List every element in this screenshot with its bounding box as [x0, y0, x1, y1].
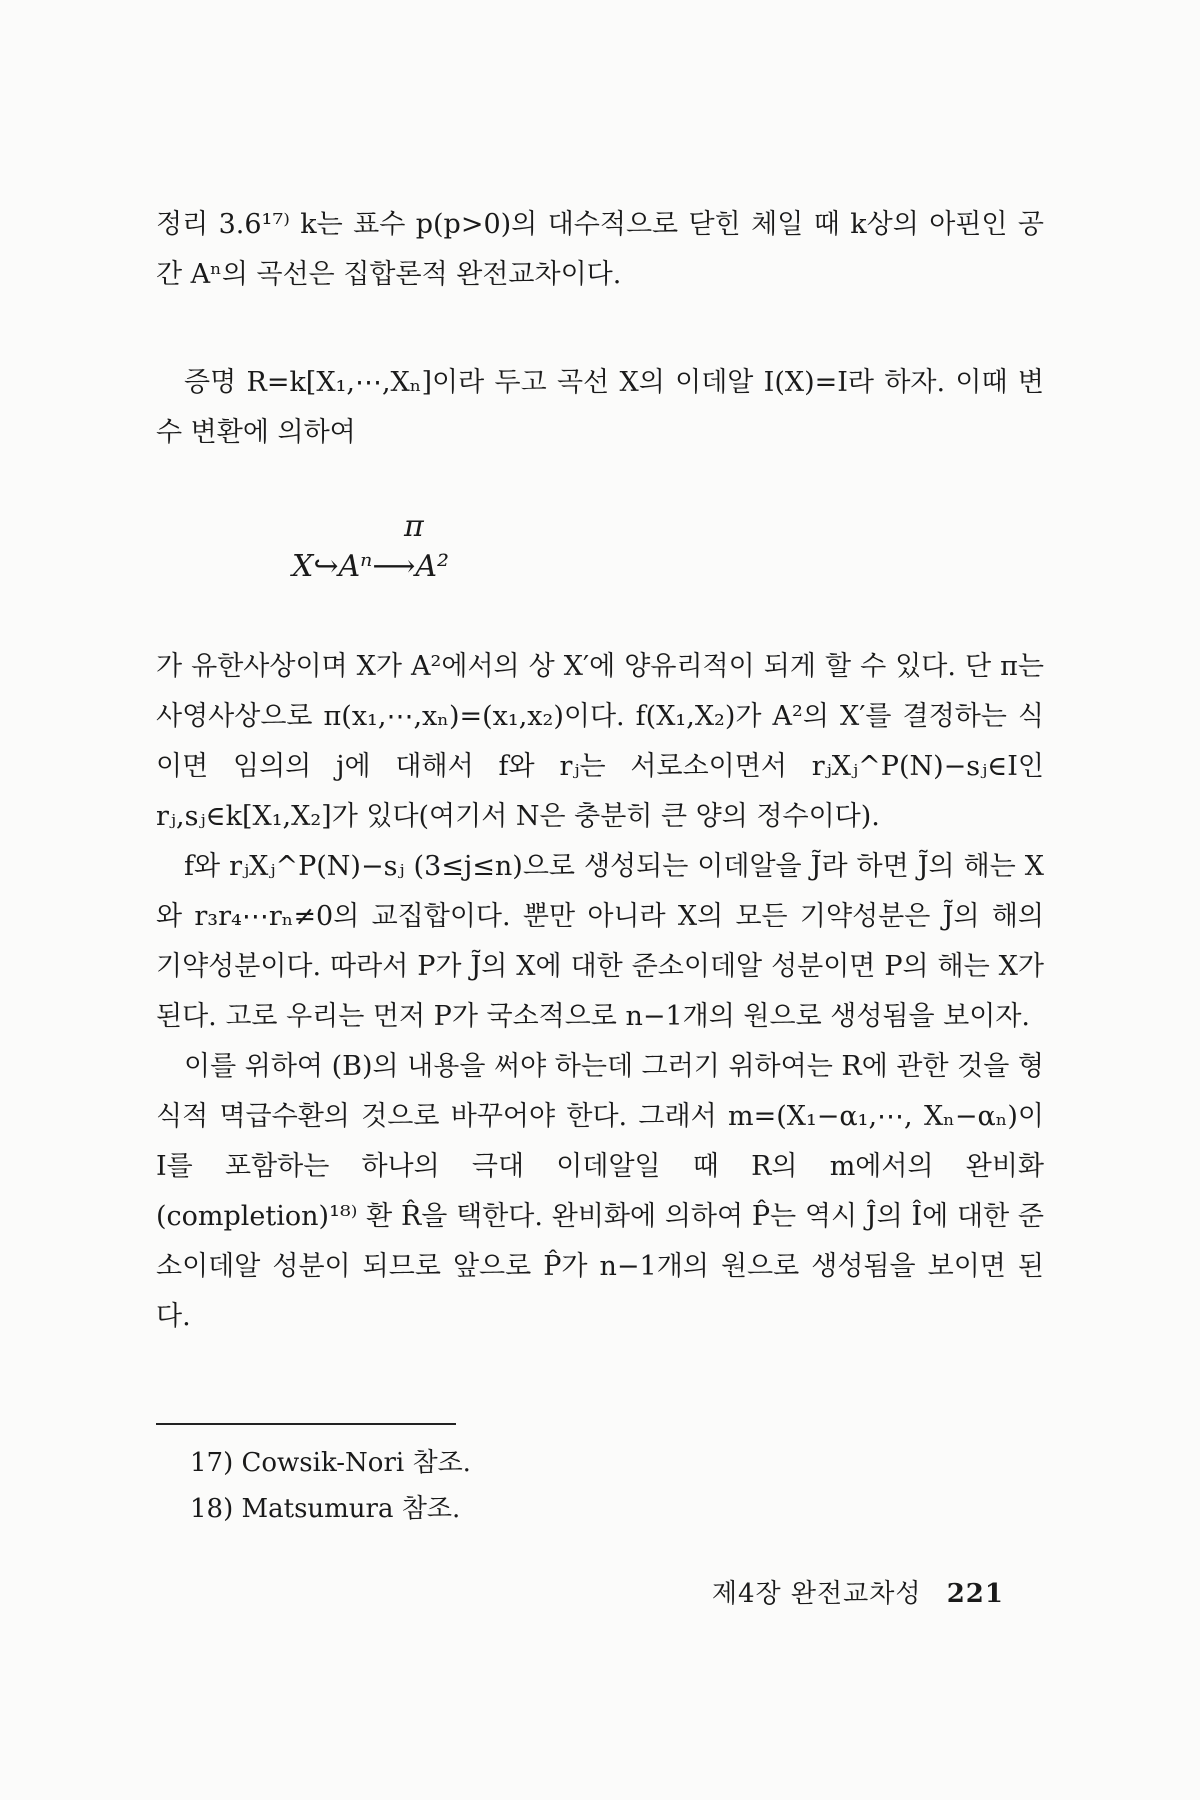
running-footer: [712, 1573, 1004, 1610]
paragraph-finite-map: 가 유한사상이며 X가 A²에서의 상 X′에 양유리적이 되게 할 수 있다. 단 π는 사영사상으로 π(x₁,⋯,xₙ)=(x₁,x₂)이다. f(X₁,X₂)가 A²의 X′를 결정하는 식이면 임의의 j에 대해서 f와 rⱼ는 서로소이면서 rⱼXⱼ^P(N)−sⱼ∈I인 rⱼ,sⱼ∈k[X₁,X₂]가 있다(여기서 N은 충분히 큰 양의 정수이다).: [156, 651, 1044, 832]
proof-intro: 증명 R=k[X₁,⋯,Xₙ]이라 두고 곡선 X의 이데알 I(X)=I라 하자. 이때 변수 변환에 의하여: [156, 367, 1044, 448]
paragraph-completion: 이를 위하여 (B)의 내용을 써야 하는데 그러기 위하여는 R에 관한 것을 형식적 멱급수환의 것으로 바꾸어야 한다. 그래서 m=(X₁−α₁,⋯, Xₙ−αₙ)이 I를 포함하는 하나의 극대 이데알일 때 R의 m에서의 완비화(completion)¹⁸⁾ 환 R̂을 택한다. 완비화에 의하여 P̂는 역시 Ĵ의 Î에 대한 준소이데알 성분이 되므로 앞으로 P̂가 n−1개의 원으로 생성됨을 보이면 된다.: [156, 1051, 1044, 1332]
projection-pi-label: π: [404, 509, 424, 544]
footnotes: [190, 1440, 471, 1532]
footnote-18: 18) Matsumura 참조.: [190, 1494, 461, 1524]
footnote-17: 17) Cowsik-Nori 참조.: [190, 1448, 471, 1478]
page-number: 221: [946, 1579, 1004, 1609]
footnote-divider: [156, 1423, 456, 1425]
body-text: [156, 200, 1044, 1342]
display-equation: [292, 502, 1044, 602]
chapter-title: 제4장 완전교차성: [711, 1579, 922, 1609]
theorem-statement: 정리 3.6¹⁷⁾ k는 표수 p(p>0)의 대수적으로 닫힌 체일 때 k상의 아핀인 공간 Aⁿ의 곡선은 집합론적 완전교차이다.: [156, 209, 1044, 290]
paragraph-ideal-j: f와 rⱼXⱼ^P(N)−sⱼ (3≤j≤n)으로 생성되는 이데알을 J̃라 하면 J̃의 해는 X와 r₃r₄⋯rₙ≠0의 교집합이다. 뿐만 아니라 X의 모든 기약성분은 J̃의 해의 기약성분이다. 따라서 P가 J̃의 X에 대한 준소이데알 성분이면 P의 해는 X가 된다. 고로 우리는 먼저 P가 국소적으로 n−1개의 원으로 생성됨을 보이자.: [156, 851, 1044, 1032]
embedding-formula: X↪Aⁿ⟶A²: [292, 549, 450, 584]
